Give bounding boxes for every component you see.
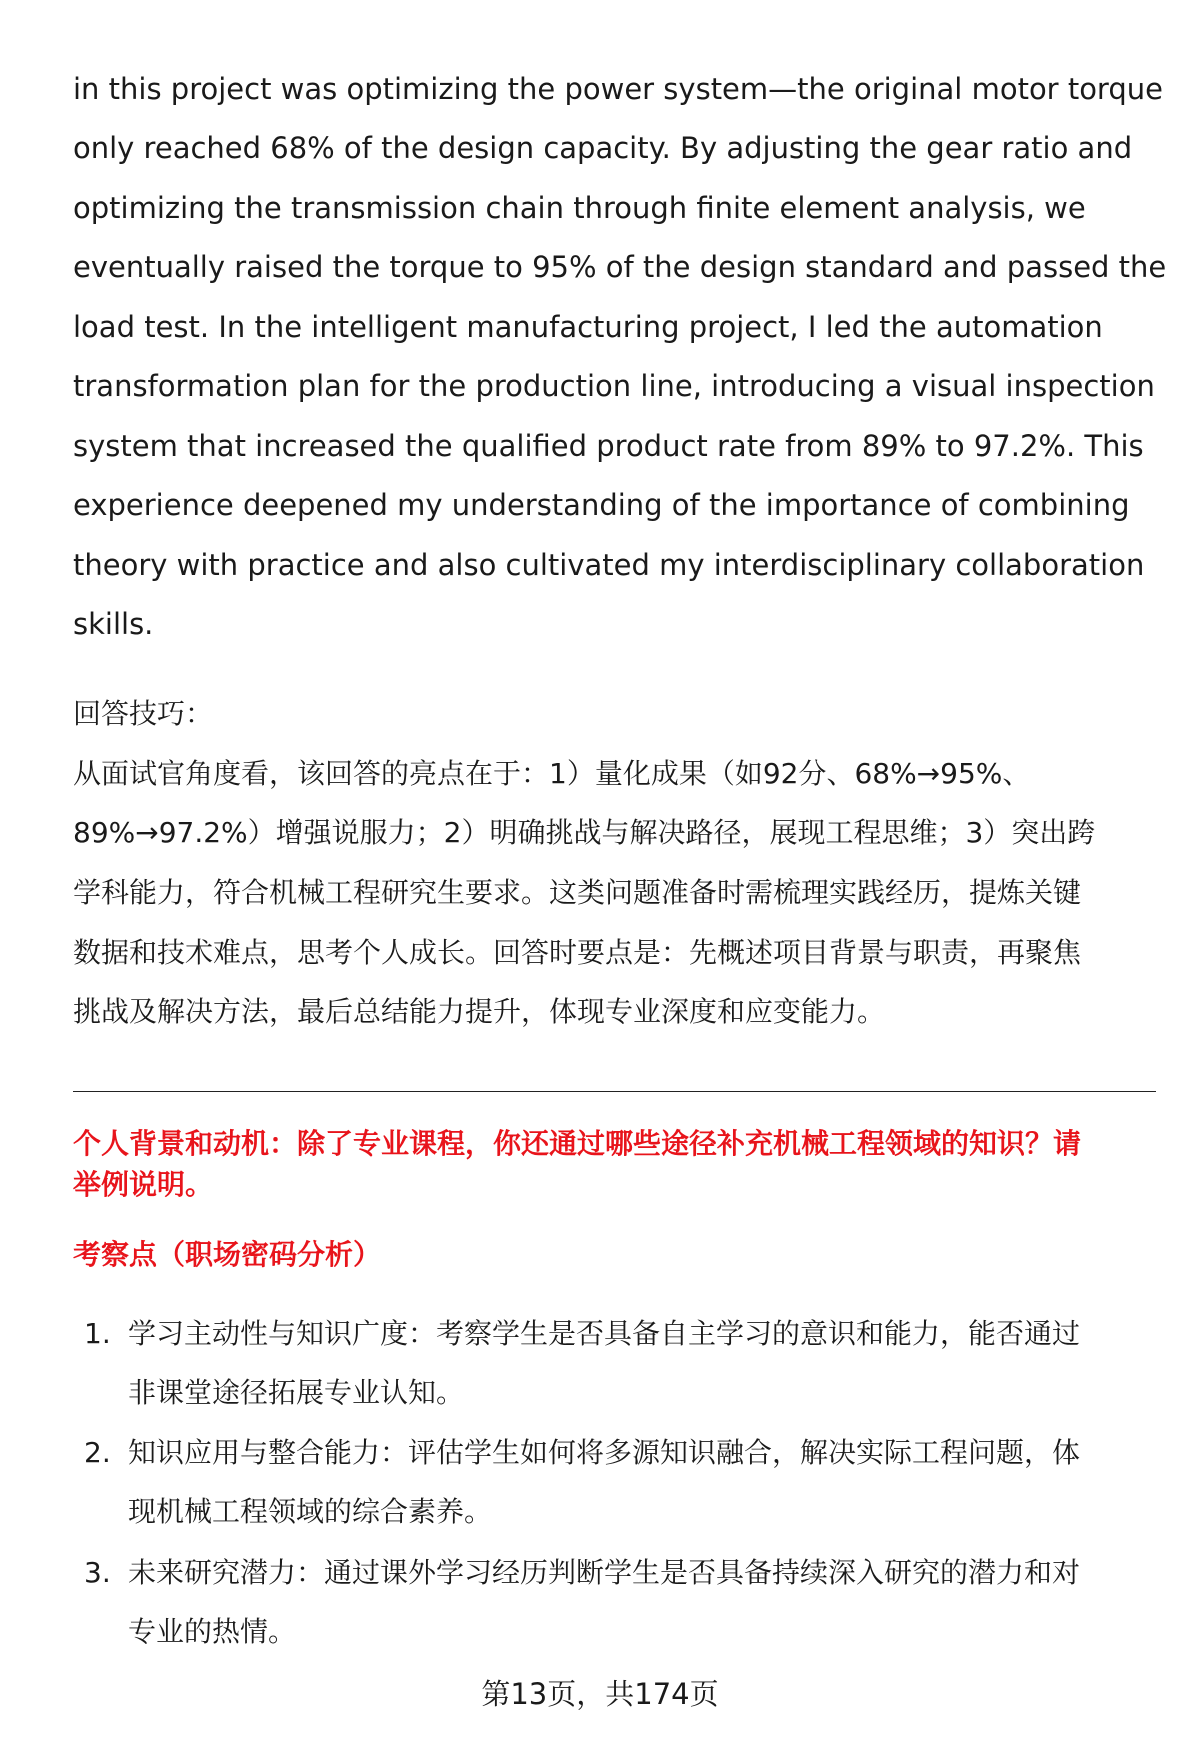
text-line: 专业的热情。	[128, 1615, 297, 1648]
text-line: 学科能力，符合机械工程研究生要求。这类问题准备时需梳理实践经历，提炼关键	[73, 876, 1082, 909]
text-line: system that increased the qualified product rate from 89% to 97.2%. This	[73, 429, 1144, 463]
text-line: transformation plan for the production line, introducing a visual inspection	[73, 369, 1155, 403]
text-line: 知识应用与整合能力：评估学生如何将多源知识融合，解决实际工程问题，体	[128, 1436, 1081, 1469]
text-line: 现机械工程领域的综合素养。	[128, 1495, 493, 1528]
text-line: 89%→97.2%）增强说服力；2）明确挑战与解决路径，展现工程思维；3）突出跨	[73, 816, 1096, 849]
text-line: 从面试官角度看，该回答的亮点在于：1）量化成果（如92分、68%→95%、	[73, 757, 1031, 790]
text-line: 未来研究潜力：通过课外学习经历判断学生是否具备持续深入研究的潜力和对	[128, 1556, 1081, 1589]
list-number: 1.	[84, 1317, 111, 1350]
section-divider	[73, 1091, 1156, 1092]
text-line: only reached 68% of the design capacity. By adjusting the gear ratio and	[73, 131, 1133, 165]
text-line: theory with practice and also cultivated my interdisciplinary collaboration	[73, 548, 1145, 582]
text-line: experience deepened my understanding of the importance of combining	[73, 488, 1130, 522]
list-number: 2.	[84, 1436, 111, 1469]
text-line: 挑战及解决方法，最后总结能力提升，体现专业深度和应变能力。	[73, 995, 886, 1028]
page-number: 第13页，共174页	[481, 1677, 719, 1711]
question-line: 举例说明。	[73, 1168, 214, 1201]
tips-label: 回答技巧：	[73, 697, 214, 730]
text-line: optimizing the transmission chain through finite element analysis, we	[73, 191, 1086, 225]
text-line: 学习主动性与知识广度：考察学生是否具备自主学习的意识和能力，能否通过	[128, 1317, 1081, 1350]
list-number: 3.	[84, 1556, 111, 1589]
question-line: 个人背景和动机：除了专业课程，你还通过哪些途径补充机械工程领域的知识？请	[73, 1127, 1082, 1160]
text-line: in this project was optimizing the power system—the original motor torque	[73, 72, 1163, 106]
text-line: 数据和技术难点，思考个人成长。回答时要点是：先概述项目背景与职责，再聚焦	[73, 936, 1082, 969]
text-line: skills.	[73, 607, 154, 641]
analysis-title: 考察点（职场密码分析）	[73, 1238, 382, 1271]
text-line: eventually raised the torque to 95% of the design standard and passed the	[73, 250, 1167, 284]
text-line: 非课堂途径拓展专业认知。	[128, 1376, 465, 1409]
text-line: load test. In the intelligent manufacturing project, I led the automation	[73, 310, 1103, 344]
